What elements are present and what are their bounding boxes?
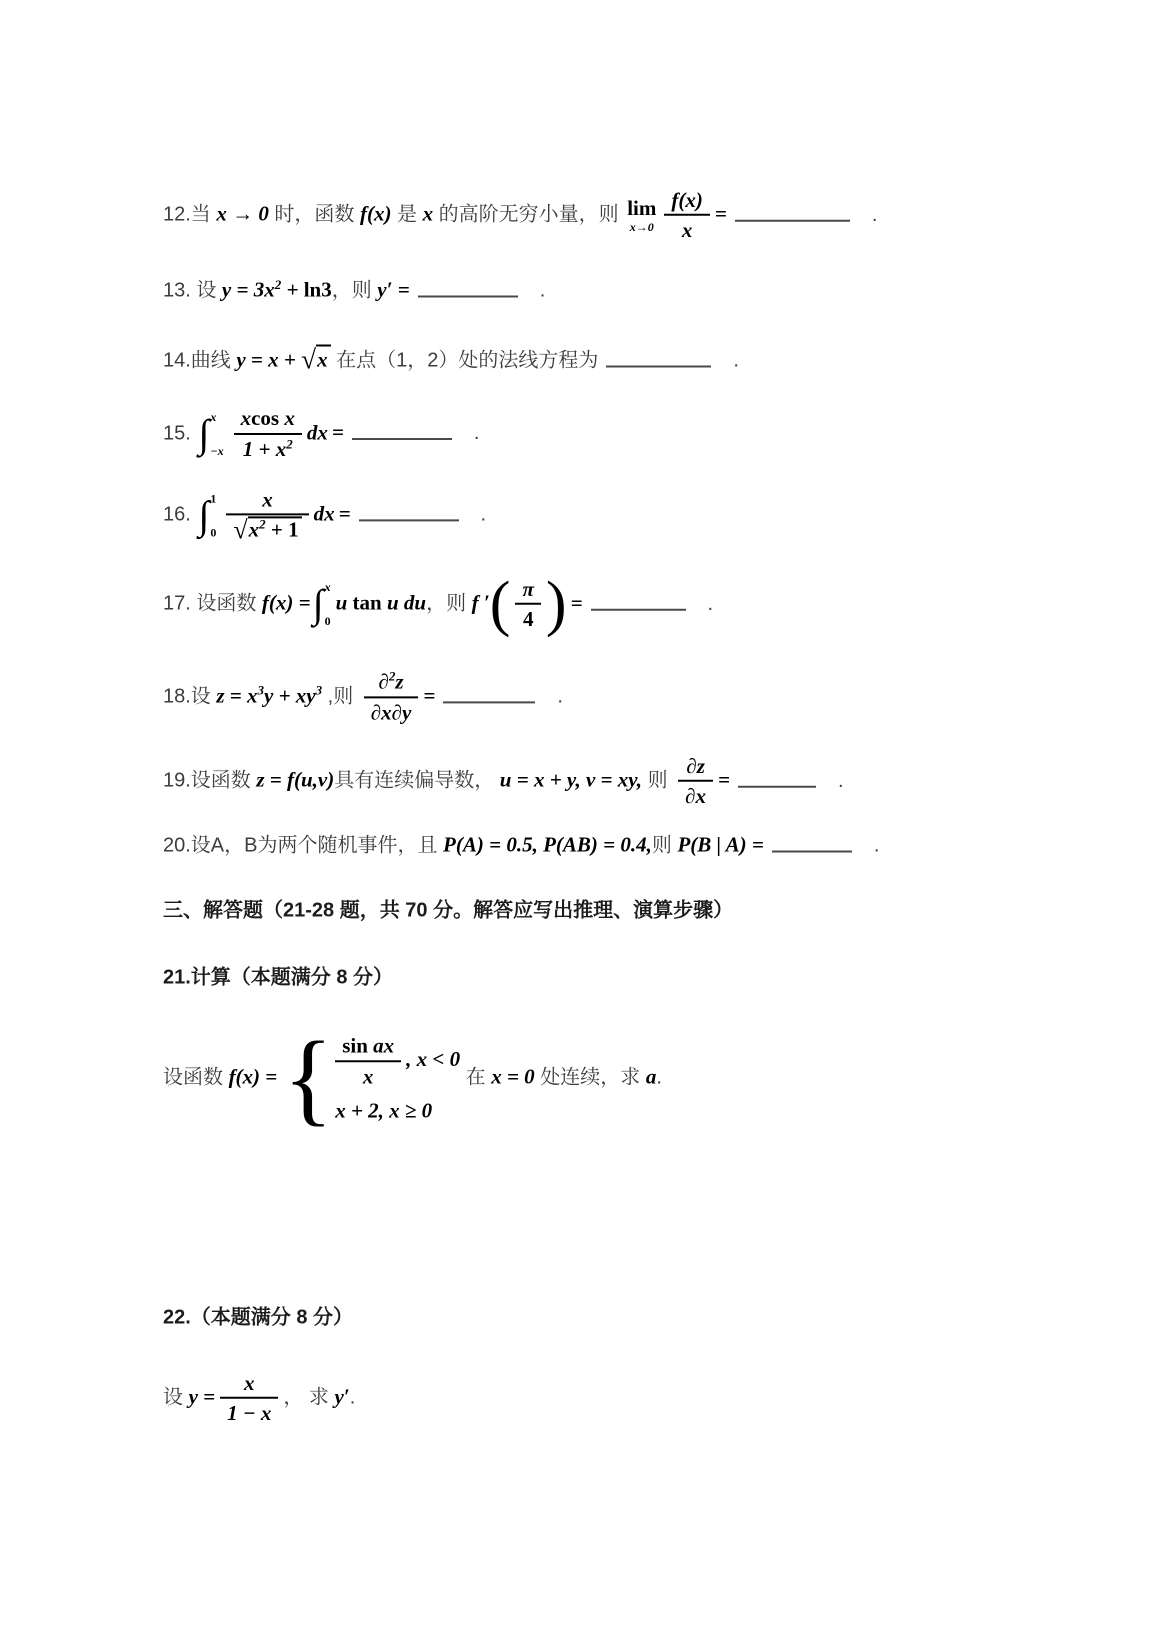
q19-z-fuv: z = f(u,v) [256, 767, 335, 792]
q15-integral [198, 411, 226, 457]
q22-fraction [220, 1370, 278, 1427]
question-19 [163, 753, 844, 810]
big-right-paren: ) [545, 570, 567, 638]
q12-text: 是 [391, 203, 423, 226]
q15-num-x: x [240, 406, 252, 430]
question-21-body [163, 1020, 662, 1135]
q18-exponent-3b: 3 [315, 682, 323, 698]
q19-equals: = [718, 767, 731, 792]
q16-period: . [480, 503, 487, 526]
q22-title: 22.（本题满分 8 分） [163, 1306, 354, 1329]
q21-title: 21.计算（本题满分 8 分） [163, 966, 394, 989]
q18-partial-exponent: 2 [388, 668, 396, 684]
q13-equation: y = 3x [221, 277, 275, 302]
q18-period: . [557, 685, 563, 708]
question-20 [163, 832, 879, 859]
question-22-heading [163, 1306, 353, 1331]
q16-fraction [226, 486, 308, 543]
q16-radicand [248, 517, 302, 542]
q16-dx: dx [313, 501, 335, 526]
question-13 [163, 277, 545, 304]
q21-fx-equals: f(x) = [228, 1064, 278, 1089]
q18-denominator: ∂x∂y [370, 700, 412, 725]
q21-case1-fraction [335, 1032, 401, 1089]
q17-integral-limits [325, 581, 331, 627]
q12-fraction-denominator: x [681, 218, 693, 242]
q12-text: 时，函数 [268, 203, 360, 226]
q18-z: z [395, 669, 404, 694]
question-22-body [163, 1370, 355, 1427]
q14-period: . [733, 349, 739, 372]
q16-integral [198, 492, 219, 538]
q20-conditional: P(B | A) = [677, 832, 764, 857]
question-18 [163, 668, 563, 725]
q20-text: 20.设A，B为两个随机事件，且 [163, 834, 444, 857]
q12-fraction-numerator: f(x) [664, 187, 709, 216]
q22-numerator: x [220, 1370, 278, 1399]
q20-period: . [873, 834, 880, 857]
q15-number: 15. [163, 422, 197, 445]
q14-text: 在点（1，2）处的法线方程为 [330, 349, 599, 372]
question-15 [163, 405, 479, 463]
q15-numerator [234, 405, 302, 435]
q17-pi-over-4 [515, 576, 540, 633]
q17-period: . [707, 592, 714, 615]
q12-limit-operator [627, 195, 657, 234]
q14-text: 14.曲线 [163, 349, 237, 372]
q18-partial-fraction [364, 668, 419, 725]
q17-tan: tan [352, 590, 382, 615]
partial-symbol: ∂ [378, 669, 389, 694]
q15-upper-limit: x [210, 410, 217, 424]
q22-denominator: 1 − x [227, 1401, 272, 1425]
q18-equation: z = x [216, 683, 258, 708]
integral-sign: ∫ [198, 492, 210, 537]
q18-equation2: y + xy [264, 683, 316, 708]
q16-answer-blank [359, 517, 459, 521]
q12-fx: f(x) [359, 201, 392, 226]
q22-y-equals: y = [188, 1384, 216, 1409]
q12-equals: = [714, 201, 727, 226]
q15-period: . [473, 422, 480, 445]
question-12 [163, 187, 877, 244]
q16-numerator: x [226, 486, 308, 515]
q12-x: x [422, 201, 434, 226]
q17-upper-limit: x [324, 580, 331, 594]
q13-text: 13. 设 [163, 279, 222, 302]
q18-numerator [364, 668, 419, 698]
integral-sign: ∫ [198, 411, 210, 456]
lim-subscript: x→0 [629, 219, 654, 234]
q17-u: u [335, 590, 353, 615]
q19-numerator: ∂z [678, 753, 713, 782]
q15-den-exponent: 2 [286, 436, 293, 452]
q17-answer-blank [591, 606, 686, 610]
q19-text: 19.设函数 [163, 769, 257, 792]
q15-cos: cos [251, 406, 280, 430]
q16-den-plus-one: + 1 [265, 517, 299, 542]
q17-four: 4 [522, 607, 534, 631]
q19-period: . [838, 769, 844, 792]
big-left-paren: ( [489, 570, 511, 638]
q16-upper-limit: 1 [210, 491, 217, 505]
q13-y-prime: y′ = [377, 277, 410, 302]
q14-sqrt [301, 344, 330, 375]
q21-x-equals-0: x = 0 [491, 1064, 535, 1089]
q21-case1-numerator [335, 1032, 401, 1062]
q19-denominator: ∂x [685, 784, 707, 808]
q21-case1-denominator: x [362, 1064, 374, 1089]
q15-dx: dx [306, 420, 328, 445]
q16-den-exponent: 2 [259, 516, 266, 532]
q17-f-prime: f ′ [471, 590, 490, 615]
q12-answer-blank [735, 217, 850, 221]
question-16 [163, 486, 486, 543]
q14-radicand: x [316, 345, 331, 372]
q12-period: . [871, 203, 878, 226]
q18-exponent-3: 3 [257, 682, 264, 698]
q17-lower-limit: 0 [324, 614, 331, 628]
q13-three: 3 [321, 277, 332, 302]
q14-answer-blank [606, 364, 711, 368]
q21-text: 在 [460, 1066, 492, 1089]
q13-plus: + [281, 277, 304, 302]
q12-x-to-0: x → 0 [216, 201, 269, 226]
q22-text: ， 求 [283, 1386, 335, 1409]
q19-text: 具有连续偏导数， [334, 769, 500, 792]
q19-answer-blank [738, 783, 816, 787]
q15-fraction [234, 405, 302, 463]
q22-text: 设 [163, 1386, 189, 1409]
q19-uv-defs: u = x + y, v = xy, [499, 767, 643, 792]
q13-answer-blank [418, 294, 518, 298]
q17-udu: u du [381, 590, 427, 615]
q12-text: 的高阶无穷小量，则 [433, 203, 625, 226]
q21-case-2: x + 2, x ≥ 0 [335, 1098, 433, 1123]
q22-period: . [349, 1386, 356, 1409]
q16-equals: = [338, 501, 351, 526]
q15-lower-limit: −x [210, 444, 224, 458]
q17-equals: = [570, 590, 583, 615]
section-3-heading [163, 899, 733, 924]
q21-a: a [645, 1064, 657, 1089]
question-17 [163, 570, 714, 638]
q15-equals: = [331, 420, 344, 445]
q15-denominator [234, 435, 302, 463]
q18-answer-blank [443, 699, 535, 703]
lim-symbol: lim [627, 195, 657, 220]
question-21-heading [163, 966, 393, 991]
q16-den-x: x [248, 517, 260, 542]
radical-sign: √ [301, 344, 317, 375]
q12-fraction [664, 187, 709, 244]
q18-equals: = [423, 683, 436, 708]
q13-text: ，则 [331, 279, 378, 302]
q13-exponent: 2 [274, 276, 282, 292]
q17-fx-equals: f(x) = [261, 590, 311, 615]
q15-num-x2: x [279, 406, 295, 430]
q13-ln: ln [303, 277, 322, 302]
q16-integral-limits [210, 492, 216, 538]
q20-text: 则 [651, 834, 678, 857]
q19-partial-fraction [678, 753, 713, 810]
q15-den-text: 1 + x [242, 437, 287, 461]
q21-piecewise-cases [335, 1032, 460, 1124]
q15-integral-limits [210, 411, 223, 457]
integral-sign: ∫ [312, 581, 324, 626]
q17-pi: π [515, 576, 540, 605]
q12-text: 12.当 [163, 203, 217, 226]
sin-function: sin [342, 1033, 368, 1058]
q17-integral [313, 581, 334, 627]
q19-text: 则 [642, 769, 674, 792]
q13-period: . [539, 279, 546, 302]
q15-answer-blank [352, 436, 452, 440]
q21-text: 设函数 [163, 1066, 229, 1089]
q21-case1-condition: , x < 0 [406, 1047, 461, 1072]
q21-case-1 [335, 1032, 460, 1089]
q20-answer-blank [772, 849, 852, 853]
q14-equation: y = x + [236, 347, 302, 372]
question-14 [163, 344, 739, 375]
q18-text: ,则 [322, 685, 359, 708]
piecewise-brace: { [283, 1020, 334, 1135]
q20-probabilities: P(A) = 0.5, P(AB) = 0.4, [443, 832, 652, 857]
q16-lower-limit: 0 [210, 525, 217, 539]
q18-text: 18.设 [163, 685, 217, 708]
q21-text: 处连续，求 [534, 1066, 646, 1089]
radical-sign: √ [233, 515, 248, 545]
q17-text: ，则 [426, 592, 472, 615]
q16-number: 16. [163, 503, 197, 526]
q16-denominator [226, 516, 308, 544]
q17-text: 17. 设函数 [163, 592, 262, 615]
q22-y-prime: y′ [334, 1384, 350, 1409]
section-3-title: 三、解答题（21-28 题，共 70 分。解答应写出推理、演算步骤） [163, 899, 734, 922]
q21-ax: ax [367, 1033, 395, 1058]
q21-period: . [656, 1066, 662, 1089]
